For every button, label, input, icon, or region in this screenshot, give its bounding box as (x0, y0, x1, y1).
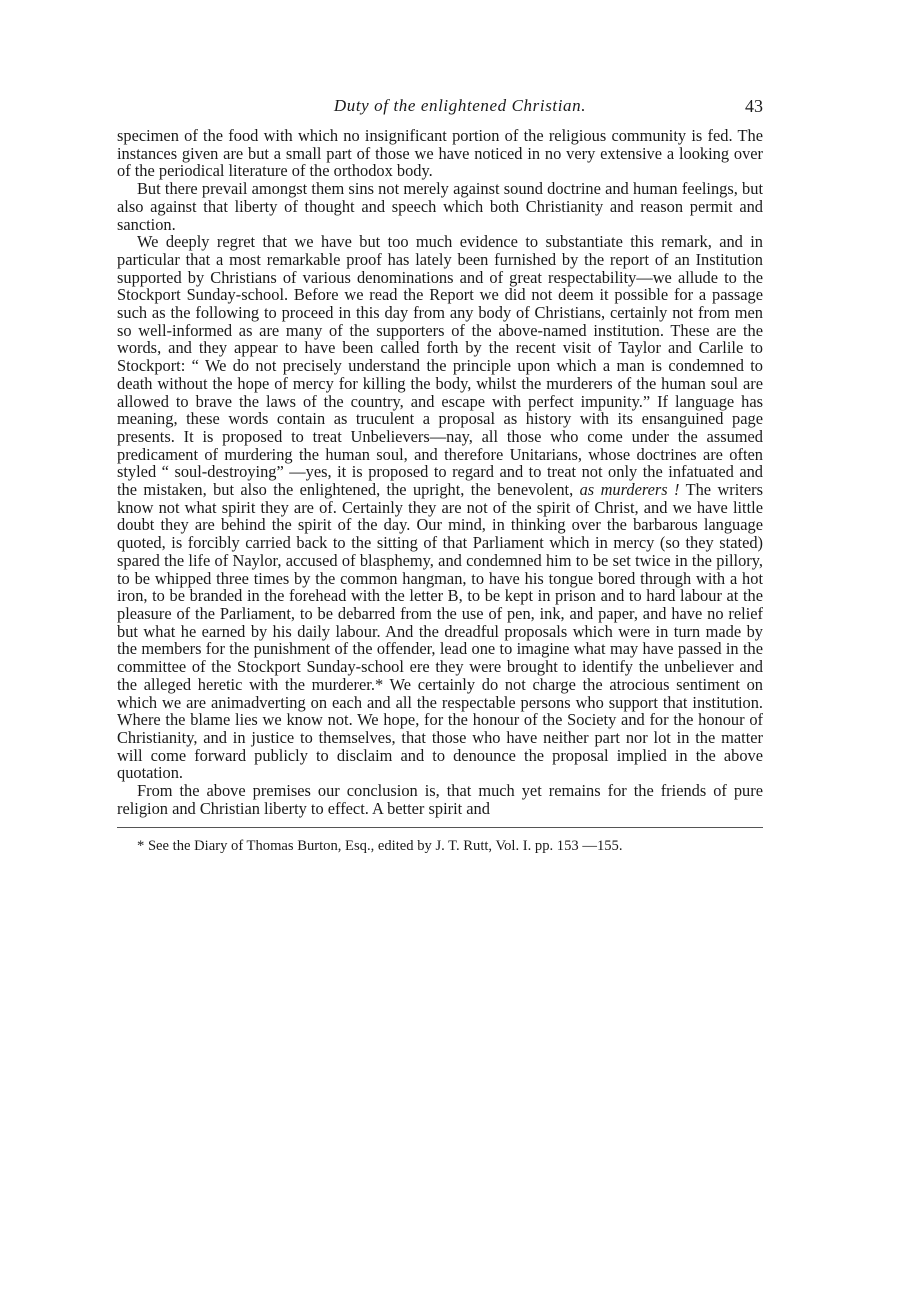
body-text (117, 127, 763, 817)
running-head (117, 96, 763, 124)
book-page (117, 96, 763, 855)
footnote-divider (117, 827, 763, 828)
paragraph-1: specimen of the food with which no insignificant portion of the religious community is fed. The instances given are but a small part of those we have noticed in no very extensive a looking over of the periodical literature of the orthodox body. (117, 126, 763, 181)
running-title: Duty of the enlightened Christian. (333, 96, 587, 115)
page-number: 43 (745, 96, 763, 116)
paragraph-3-part-1: We deeply regret that we have but too much evidence to substantiate this remark, and in particular that a most remarkable proof has lately been furnished by the report of an Institution supported by Christians of various denominations and of great respectability—we allude to the Stockport Sunday-school. Before we read the Report we did not deem it possible for a passage such as the following to proceed in this day from any body of Christians, certainly not from men so well-informed as are many of the supporters of the above-named institution. These are the words, and they appear to have been called forth by the recent visit of Taylor and Carlile to Stockport: “ We do not precisely understand the principle upon which a man is condemned to death without the hope of mercy for killing the body, whilst the murderers of the human soul are allowed to brave the laws of the country, and escape with perfect impunity.” If language has meaning, these words contain as truculent a proposal as history with its ensanguined page presents. It is proposed to treat Unbelievers—nay, all those who come under the assumed predicament of murdering the human soul, and therefore Unitarians, whose doctrines are often styled “ soul-destroying” —yes, it is proposed to regard and to treat not only the infatuated and the mistaken, but also the enlightened, the upright, the benevolent, (117, 232, 763, 500)
footnote: * See the Diary of Thomas Burton, Esq., edited by J. T. Rutt, Vol. I. pp. 153 —155. (137, 838, 623, 855)
paragraph-4: From the above premises our conclusion is, that much yet remains for the friends of pure religion and Christian liberty to effect. A better spirit and (117, 781, 763, 818)
italic-phrase: as murderers ! (579, 480, 680, 500)
paragraph-2: But there prevail amongst them sins not merely against sound doctrine and human feelings, but also against that liberty of thought and speech which both Christianity and reason permit and sanction. (117, 179, 763, 234)
paragraph-3 (117, 233, 763, 782)
paragraph-3-part-2: The writers know not what spirit they are of. Certainly they are not of the spirit of Christ, and we have little doubt they are behind the spirit of the day. Our mind, in thinking over the barbarous language quoted, is forcibly carried back to the sitting of that Parliament which in mercy (so they stated) spared the life of Naylor, accused of blasphemy, and condemned him to be set twice in the pillory, to be whipped three times by the common hangman, to have his tongue bored through with a hot iron, to be branded in the forehead with the letter B, to be kept in prison and to hard labour at the pleasure of the Parliament, to be debarred from the use of pen, ink, and paper, and have no relief but what he earned by his daily labour. And the dreadful proposals which were in turn made by the members for the punishment of the offender, lead one to imagine what may have passed in the committee of the Stockport Sunday-school ere they were brought to identify the unbeliever and the alleged heretic with the murderer.* We certainly do not charge the atrocious sentiment on which we are animadverting on each and all the respectable persons who support that institution. Where the blame lies we know not. We hope, for the honour of the Society and for the honour of Christianity, and in justice to themselves, that those who have neither part nor lot in the matter will come forward publicly to disclaim and to denounce the proposal implied in the above quotation. (117, 480, 763, 783)
